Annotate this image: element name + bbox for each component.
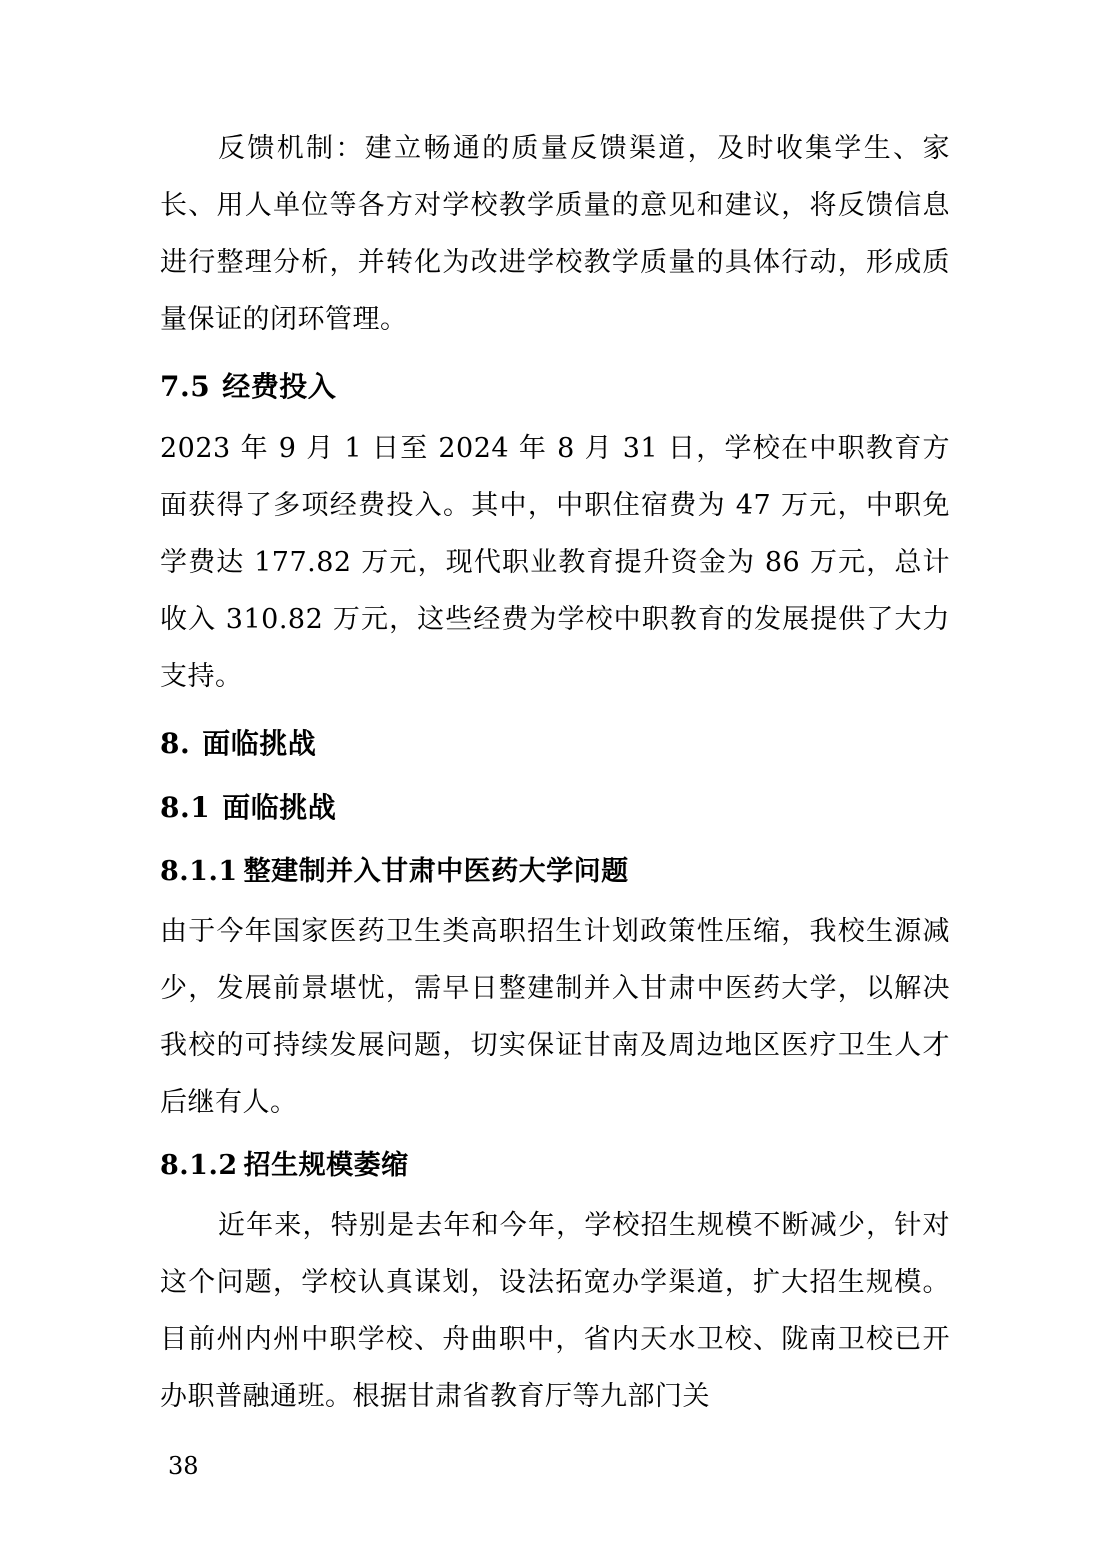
- paragraph-enrollment-shrink: 近年来，特别是去年和今年，学校招生规模不断减少，针对这个问题，学校认真谋划，设法拓宽办学渠道，扩大招生规模。目前州内州中职学校、舟曲职中，省内天水卫校、陇南卫校已开办职普融通班。根据甘肃省教育厅等九部门关: [160, 1210, 950, 1412]
- page-number: 38: [168, 1452, 199, 1480]
- section-heading-8-1: [160, 779, 950, 837]
- section-heading-8-1-2: [160, 1137, 950, 1195]
- section-number-8-1-2: 8.1.2: [160, 1150, 238, 1181]
- section-number-7-5: 7.5: [160, 370, 211, 403]
- section-title-7-5: 经费投入: [222, 370, 337, 403]
- paragraph-merge-issue: 由于今年国家医药卫生类高职招生计划政策性压缩，我校生源减少，发展前景堪忧，需早日整建制并入甘肃中医药大学，以解决我校的可持续发展问题，切实保证甘南及周边地区医疗卫生人才后继有人。: [160, 916, 950, 1118]
- paragraph-feedback-mechanism: 反馈机制：建立畅通的质量反馈渠道，及时收集学生、家长、用人单位等各方对学校教学质量的意见和建议，将反馈信息进行整理分析，并转化为改进学校教学质量的具体行动，形成质量保证的闭环管理。: [160, 133, 950, 335]
- section-heading-8: [160, 715, 950, 773]
- section-heading-7-5: [160, 358, 950, 416]
- page-content: [160, 120, 950, 1427]
- paragraph-funding: 2023 年 9 月 1 日至 2024 年 8 月 31 日，学校在中职教育方面获得了多项经费投入。其中，中职住宿费为 47 万元，中职免学费达 177.82 万元，现代职业教育提升资金为 86 万元，总计收入 310.82 万元，这些经费为学校中职教育的发展提供了大力支持。: [160, 433, 950, 692]
- section-number-8: 8.: [160, 727, 191, 760]
- section-title-8-1-2: 招生规模萎缩: [243, 1150, 409, 1181]
- section-title-8-1-1: 整建制并入甘肃中医药大学问题: [243, 856, 629, 887]
- section-number-8-1: 8.1: [160, 791, 211, 824]
- section-title-8-1: 面临挑战: [222, 791, 337, 824]
- section-title-8: 面临挑战: [202, 727, 317, 760]
- section-number-8-1-1: 8.1.1: [160, 856, 238, 887]
- section-heading-8-1-1: [160, 843, 950, 901]
